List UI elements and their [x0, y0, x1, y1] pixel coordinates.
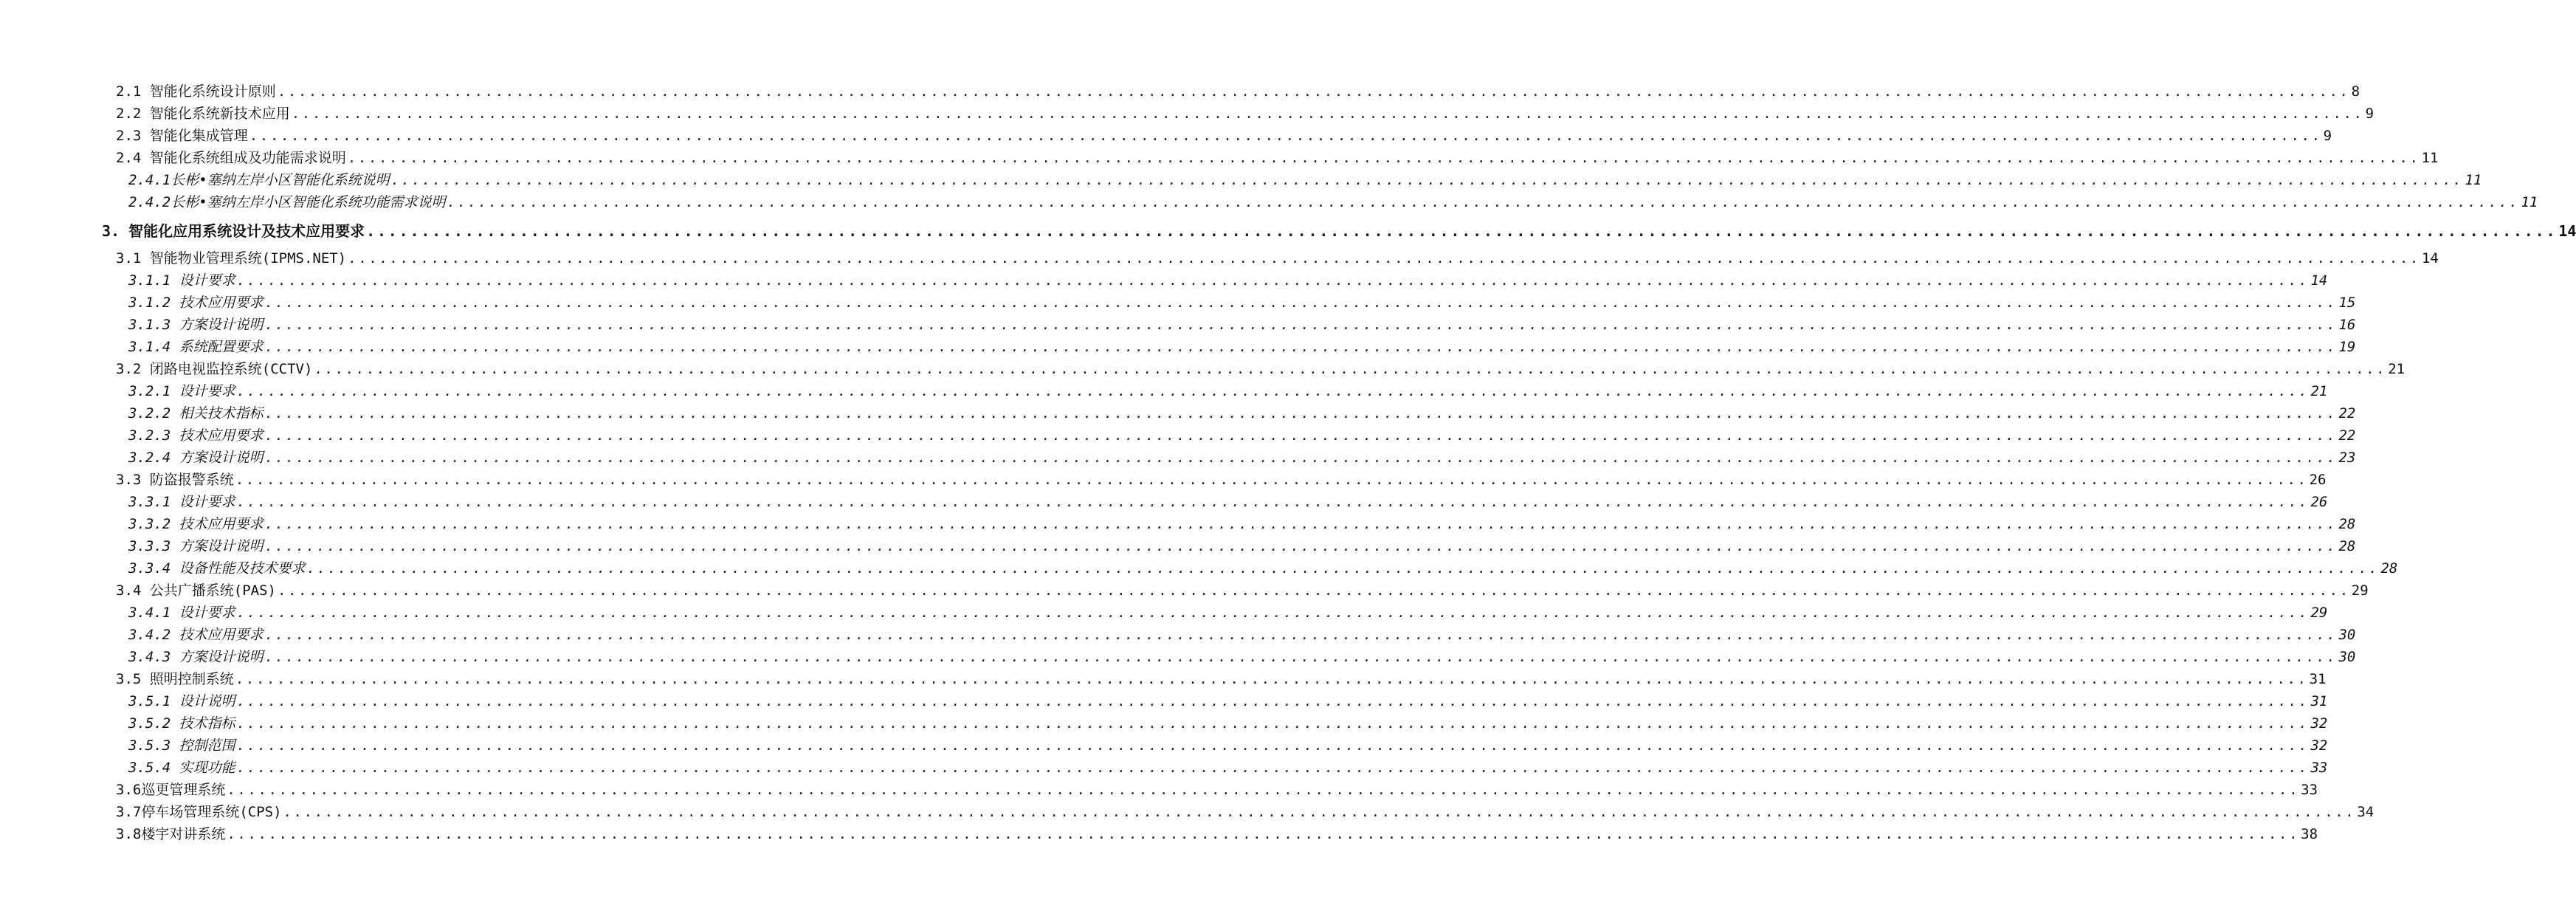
- toc-dot-leader: ........................................................................................................................................................................................................: [235, 671, 2308, 687]
- toc-entry-title: 2.2 智能化系统新技术应用: [116, 103, 292, 125]
- toc-entry[interactable]: [0, 80, 2360, 103]
- toc-entry-title: 2.4.1长彬•塞纳左岸小区智能化系统说明: [128, 169, 391, 191]
- toc-entry-title: 2.1 智能化系统设计原则: [116, 80, 278, 103]
- toc-page-number: 21: [2310, 383, 2328, 399]
- toc-entry-title: 3.8楼宇对讲系统: [116, 823, 227, 845]
- toc-dot-leader: ........................................................................................................................................................................................................: [249, 128, 2322, 144]
- toc-entry-title: 3.1.4 系统配置要求: [128, 336, 265, 358]
- toc-entry[interactable]: [0, 314, 2356, 336]
- toc-page-number: 14: [2310, 272, 2328, 289]
- toc-page-number: 15: [2338, 295, 2356, 311]
- toc-entry-title: 3.2.3 技术应用要求: [128, 424, 265, 447]
- toc-dot-leader: ........................................................................................................................................................................................................: [291, 106, 2364, 122]
- toc-page-number: 22: [2338, 427, 2356, 444]
- toc-entry[interactable]: [0, 779, 2318, 801]
- toc-entry[interactable]: [0, 801, 2374, 823]
- toc-dot-leader: ........................................................................................................................................................................................................: [283, 804, 2356, 820]
- toc-entry-title: 3.4.1 设计要求: [128, 602, 237, 624]
- toc-entry-title: 2.4 智能化系统组成及功能需求说明: [116, 147, 348, 169]
- toc-dot-leader: ........................................................................................................................................................................................................: [264, 295, 2338, 311]
- toc-page-number: 32: [2310, 715, 2328, 732]
- toc-entry[interactable]: [0, 469, 2327, 491]
- toc-page-number: 9: [2323, 128, 2332, 144]
- toc-page-number: 34: [2357, 804, 2374, 820]
- toc-entry[interactable]: [0, 712, 2328, 735]
- toc-page-number: 11: [2421, 150, 2439, 166]
- toc-page-number: 21: [2388, 361, 2405, 377]
- toc-page-number: 8: [2351, 83, 2360, 100]
- toc-entry-title: 3.3.2 技术应用要求: [128, 513, 265, 535]
- toc-dot-leader: ........................................................................................................................................................................................................: [366, 222, 2558, 240]
- toc-dot-leader: ........................................................................................................................................................................................................: [236, 760, 2310, 776]
- toc-entry-title: 3.4.3 方案设计说明: [128, 646, 265, 668]
- toc-entry[interactable]: [0, 169, 2482, 191]
- toc-entry[interactable]: [0, 757, 2328, 779]
- toc-page-number: 14: [2421, 250, 2439, 266]
- toc-dot-leader: ........................................................................................................................................................................................................: [390, 172, 2464, 188]
- toc-entry[interactable]: [0, 602, 2328, 624]
- toc-entry[interactable]: [0, 624, 2356, 646]
- toc-entry-title: 3.3.4 设备性能及技术要求: [128, 557, 307, 579]
- toc-entry-title: 3.4 公共广播系统(PAS): [116, 579, 278, 602]
- toc-page-number: 33: [2310, 760, 2328, 776]
- toc-entry[interactable]: [0, 247, 2439, 269]
- toc-entry[interactable]: [0, 557, 2398, 579]
- toc-entry[interactable]: [0, 535, 2356, 557]
- toc-dot-leader: ........................................................................................................................................................................................................: [235, 472, 2308, 488]
- toc-dot-leader: ........................................................................................................................................................................................................: [264, 516, 2338, 532]
- toc-entry-title: 3.2.1 设计要求: [128, 380, 237, 402]
- toc-entry-title: 3.2 闭路电视监控系统(CCTV): [116, 358, 314, 380]
- toc-entry-title: 3.3.1 设计要求: [128, 491, 237, 513]
- toc-dot-leader: ........................................................................................................................................................................................................: [347, 150, 2420, 166]
- toc-entry[interactable]: [0, 646, 2356, 668]
- toc-dot-leader: ........................................................................................................................................................................................................: [236, 715, 2310, 732]
- toc-entry-title: 2.3 智能化集成管理: [116, 125, 249, 147]
- toc-entry[interactable]: [0, 125, 2332, 147]
- toc-entry[interactable]: [0, 336, 2356, 358]
- toc-dot-leader: ........................................................................................................................................................................................................: [447, 194, 2520, 210]
- toc-page-number: 14: [2558, 222, 2576, 240]
- toc-page-number: 11: [2521, 194, 2538, 210]
- toc-entry-title: 3.4.2 技术应用要求: [128, 624, 265, 646]
- toc-dot-leader: ........................................................................................................................................................................................................: [277, 83, 2350, 100]
- toc-entry-title: 3.5.1 设计说明: [128, 690, 237, 712]
- toc-entry[interactable]: [0, 402, 2356, 424]
- toc-dot-leader: ........................................................................................................................................................................................................: [227, 782, 2300, 798]
- toc-page-number: 19: [2338, 339, 2356, 355]
- toc-dot-leader: ........................................................................................................................................................................................................: [236, 605, 2310, 621]
- toc-entry-title: 3.1.3 方案设计说明: [128, 314, 265, 336]
- toc-entry[interactable]: [0, 579, 2369, 602]
- toc-page-number: 26: [2309, 472, 2327, 488]
- toc-dot-leader: ........................................................................................................................................................................................................: [236, 272, 2310, 289]
- toc-entry-title: 3.5 照明控制系统: [116, 668, 235, 690]
- toc-page-number: 16: [2338, 317, 2356, 333]
- toc-dot-leader: ........................................................................................................................................................................................................: [236, 737, 2310, 754]
- toc-dot-leader: ........................................................................................................................................................................................................: [264, 627, 2338, 643]
- toc-entry-title: 3.1.1 设计要求: [128, 269, 237, 292]
- toc-entry[interactable]: [0, 690, 2328, 712]
- toc-entry[interactable]: [0, 269, 2328, 292]
- toc-entry[interactable]: [0, 735, 2328, 757]
- toc-dot-leader: ........................................................................................................................................................................................................: [264, 538, 2338, 554]
- toc-entry[interactable]: [0, 668, 2327, 690]
- toc-dot-leader: ........................................................................................................................................................................................................: [306, 560, 2380, 577]
- toc-dot-leader: ........................................................................................................................................................................................................: [277, 582, 2350, 599]
- toc-entry[interactable]: [0, 216, 2576, 246]
- toc-dot-leader: ........................................................................................................................................................................................................: [236, 693, 2310, 709]
- toc-page-number: 9: [2365, 106, 2374, 122]
- toc-entry[interactable]: [0, 358, 2405, 380]
- toc-page-number: 31: [2309, 671, 2327, 687]
- toc-page-number: 30: [2338, 627, 2356, 643]
- toc-entry[interactable]: [0, 447, 2356, 469]
- toc-entry[interactable]: [0, 491, 2328, 513]
- toc-entry-title: 3.3 防盗报警系统: [116, 469, 235, 491]
- toc-dot-leader: ........................................................................................................................................................................................................: [314, 361, 2387, 377]
- table-of-contents: [0, 80, 2576, 845]
- toc-dot-leader: ........................................................................................................................................................................................................: [348, 250, 2420, 266]
- toc-page-number: 33: [2301, 782, 2318, 798]
- toc-dot-leader: ........................................................................................................................................................................................................: [264, 405, 2338, 422]
- toc-entry[interactable]: [0, 424, 2356, 447]
- toc-entry-title: 3.2.2 相关技术指标: [128, 402, 265, 424]
- toc-dot-leader: ........................................................................................................................................................................................................: [236, 383, 2310, 399]
- toc-page-number: 38: [2301, 826, 2318, 842]
- toc-dot-leader: ........................................................................................................................................................................................................: [264, 427, 2338, 444]
- toc-page-number: 31: [2310, 693, 2328, 709]
- toc-entry-title: 3.6巡更管理系统: [116, 779, 227, 801]
- toc-dot-leader: ........................................................................................................................................................................................................: [264, 317, 2338, 333]
- toc-dot-leader: ........................................................................................................................................................................................................: [264, 450, 2338, 466]
- toc-entry[interactable]: [0, 823, 2318, 845]
- toc-page-number: 32: [2310, 737, 2328, 754]
- toc-page-number: 22: [2338, 405, 2356, 422]
- toc-entry-title: 3.1 智能物业管理系统(IPMS.NET): [116, 247, 348, 269]
- toc-entry-title: 3.7停车场管理系统(CPS): [116, 801, 283, 823]
- toc-dot-leader: ........................................................................................................................................................................................................: [236, 494, 2310, 510]
- toc-entry-title: 3. 智能化应用系统设计及技术应用要求: [102, 216, 366, 246]
- toc-entry-title: 3.5.2 技术指标: [128, 712, 237, 735]
- toc-page-number: 28: [2380, 560, 2398, 577]
- toc-page-number: 29: [2310, 605, 2328, 621]
- toc-page-number: 28: [2338, 538, 2356, 554]
- toc-entry-title: 3.1.2 技术应用要求: [128, 292, 265, 314]
- toc-entry-title: 3.5.4 实现功能: [128, 757, 237, 779]
- toc-page-number: 29: [2351, 582, 2369, 599]
- toc-dot-leader: ........................................................................................................................................................................................................: [264, 339, 2338, 355]
- toc-page-number: 11: [2465, 172, 2482, 188]
- toc-dot-leader: ........................................................................................................................................................................................................: [264, 649, 2338, 665]
- toc-page-number: 28: [2338, 516, 2356, 532]
- toc-entry-title: 3.2.4 方案设计说明: [128, 447, 265, 469]
- toc-entry-title: 2.4.2长彬•塞纳左岸小区智能化系统功能需求说明: [128, 191, 447, 213]
- toc-entry[interactable]: [0, 380, 2328, 402]
- toc-page-number: 30: [2338, 649, 2356, 665]
- toc-entry[interactable]: [0, 103, 2374, 125]
- toc-entry[interactable]: [0, 292, 2356, 314]
- toc-entry[interactable]: [0, 191, 2538, 213]
- toc-page-number: 26: [2310, 494, 2328, 510]
- toc-dot-leader: ........................................................................................................................................................................................................: [227, 826, 2300, 842]
- toc-entry-title: 3.5.3 控制范围: [128, 735, 237, 757]
- toc-page-number: 23: [2338, 450, 2356, 466]
- toc-entry[interactable]: [0, 513, 2356, 535]
- toc-entry[interactable]: [0, 147, 2439, 169]
- toc-entry-title: 3.3.3 方案设计说明: [128, 535, 265, 557]
